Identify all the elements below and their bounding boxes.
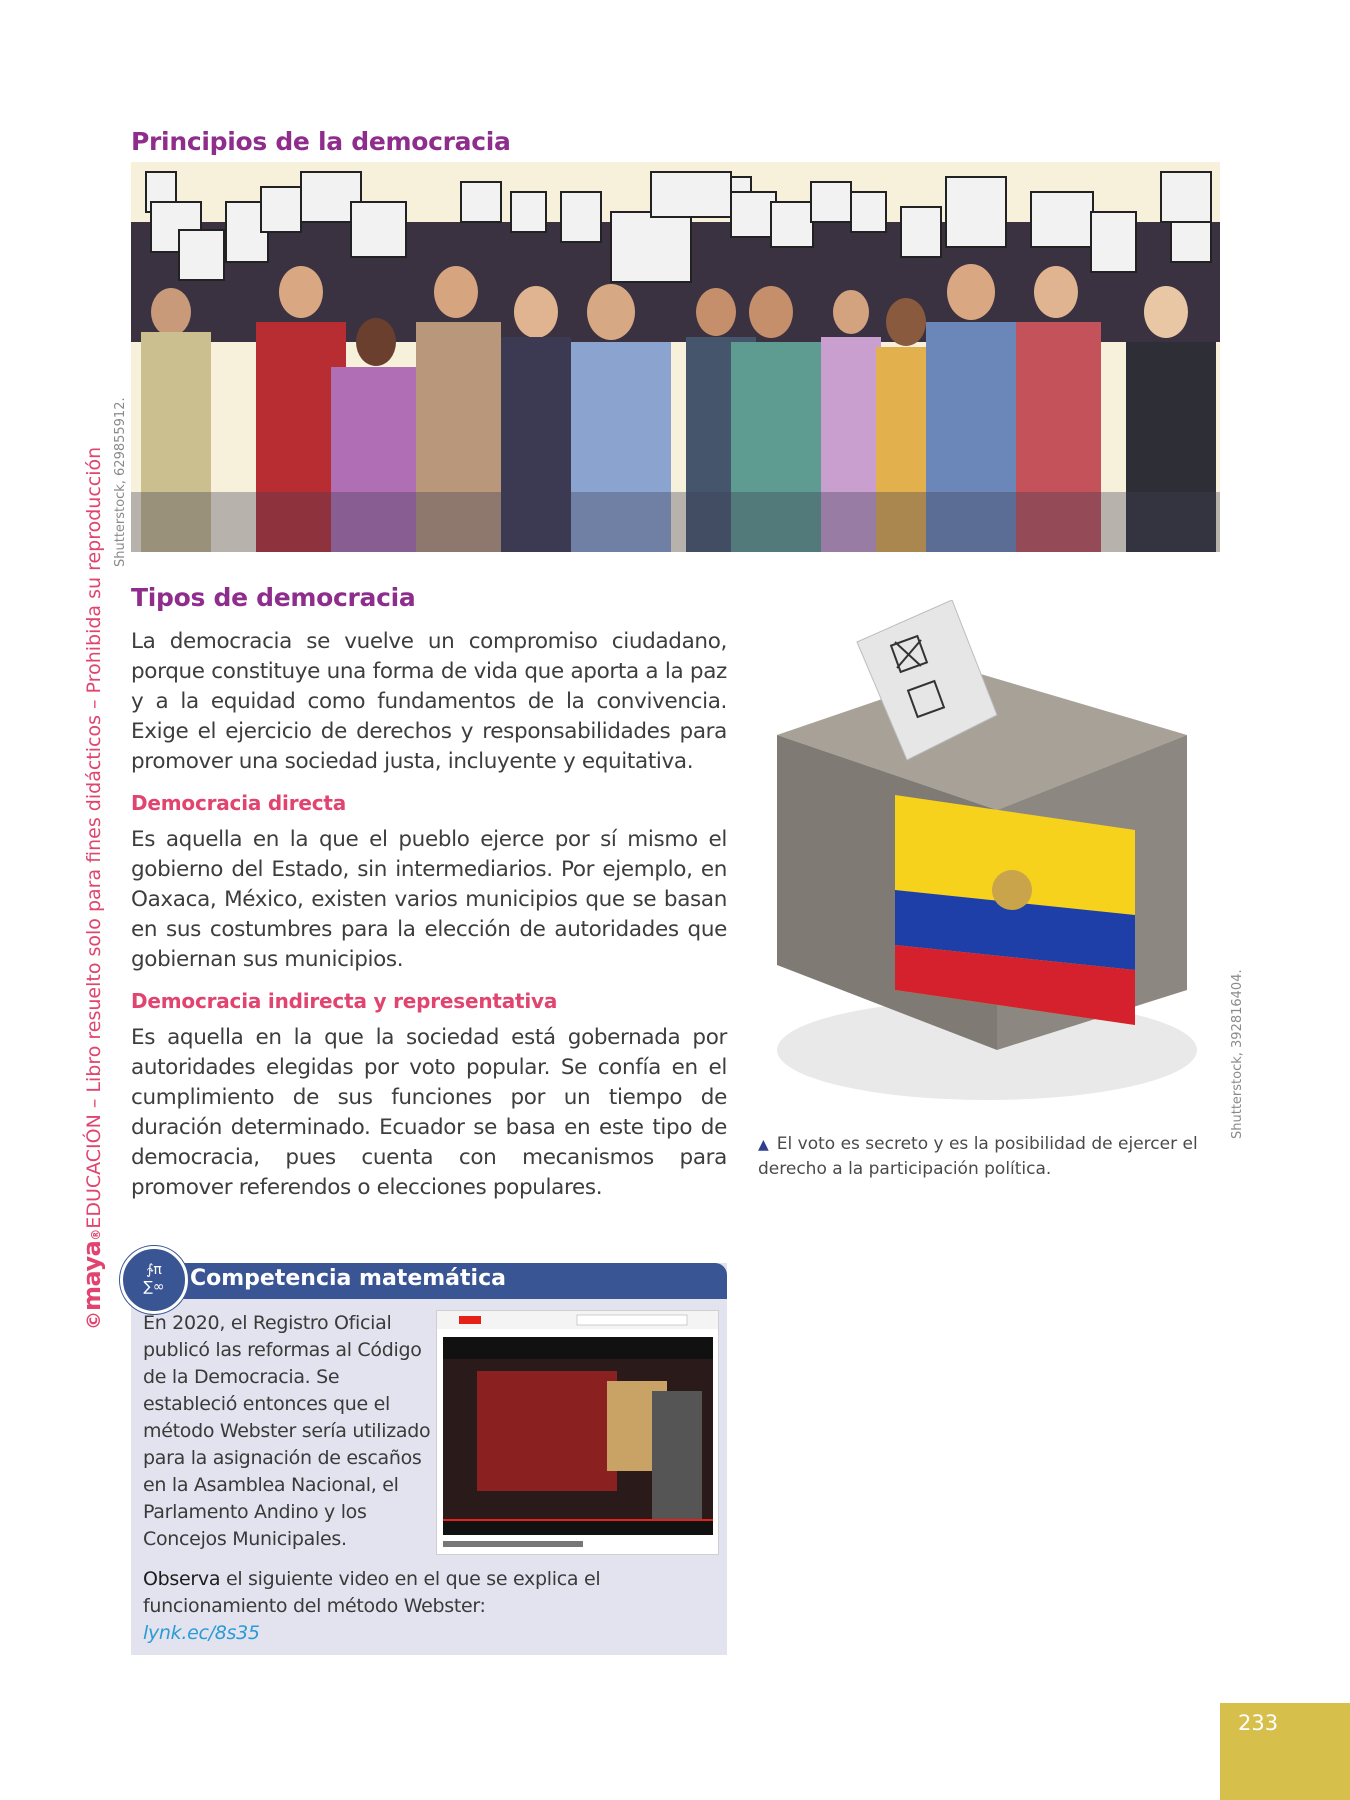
subtitle-directa: Democracia directa: [131, 791, 347, 815]
observa-rest: el siguiente video en el que se explica el funcionamiento del método Webster:: [143, 1568, 601, 1617]
copyright-symbol: ©: [83, 1311, 105, 1330]
video-link[interactable]: lynk.ec/8s35: [143, 1622, 260, 1644]
intro-paragraph: La democracia se vuelve un compromiso ciudadano, porque constituye una forma de vida que aporta a la paz y a la equidad como fundamentos de la convivencia. Exige el ejercicio de derechos y responsabilidades para promover una sociedad justa, incluyente y equitativa.: [131, 629, 727, 774]
page-title: Principios de la democracia: [131, 127, 511, 156]
competencia-text: En 2020, el Registro Oficial publicó las reformas al Código de la Democracia. Se estableció entonces que el método Webster sería utilizado para la asignación de escaños en la Asamblea Nacional, el Parlamento Andino y los Concejos Municipales.: [143, 1312, 431, 1550]
video-thumbnail[interactable]: [436, 1310, 719, 1555]
ballot-caption: [758, 1132, 1198, 1181]
competencia-title: Competencia matemática: [190, 1266, 506, 1291]
section-title-tipos: Tipos de democracia: [131, 583, 416, 612]
hero-credit: Shutterstock, 629855912.: [113, 397, 128, 567]
side-copyright-text: [78, 380, 106, 1330]
observa-label: Observa: [143, 1568, 221, 1590]
ballot-credit: Shutterstock, 392816404.: [1230, 969, 1245, 1139]
brand-logo-text: maya: [78, 1240, 106, 1311]
triangle-up-icon: ▲: [758, 1137, 769, 1153]
caption-text: El voto es secreto y es la posibilidad de ejercer el derecho a la participación política.: [758, 1134, 1198, 1179]
protest-crowd-illustration: [131, 162, 1220, 552]
side-notice: EDUCACIÓN – Libro resuelto solo para fines didácticos – Prohibida su reproducción: [83, 446, 105, 1229]
directa-paragraph: Es aquella en la que el pueblo ejerce por sí mismo el gobierno del Estado, sin intermediarios. Por ejemplo, en Oaxaca, México, existen varios municipios que se basan en sus costumbres para la elección de autoridades que gobiernan sus municipios.: [131, 827, 727, 972]
indirecta-paragraph: Es aquella en la que la sociedad está gobernada por autoridades elegidas por voto popular. Se confía en el cumplimiento de sus funciones por un tiempo de duración determinado. Ecuador se basa en este tipo de democracia, pues cuenta con mecanismos para promover referendos o elecciones populares.: [131, 1025, 727, 1200]
math-symbols-icon: [120, 1246, 188, 1314]
registered-mark: ®: [89, 1228, 103, 1241]
observa-text: [143, 1566, 703, 1647]
page-number-box: [1220, 1703, 1350, 1800]
badge-top: ∱π: [146, 1262, 162, 1278]
badge-bottom: ∑∞: [143, 1279, 165, 1295]
ballot-box-image: [757, 600, 1220, 1124]
page-number: 233: [1238, 1711, 1279, 1735]
subtitle-indirecta: Democracia indirecta y representativa: [131, 989, 558, 1013]
